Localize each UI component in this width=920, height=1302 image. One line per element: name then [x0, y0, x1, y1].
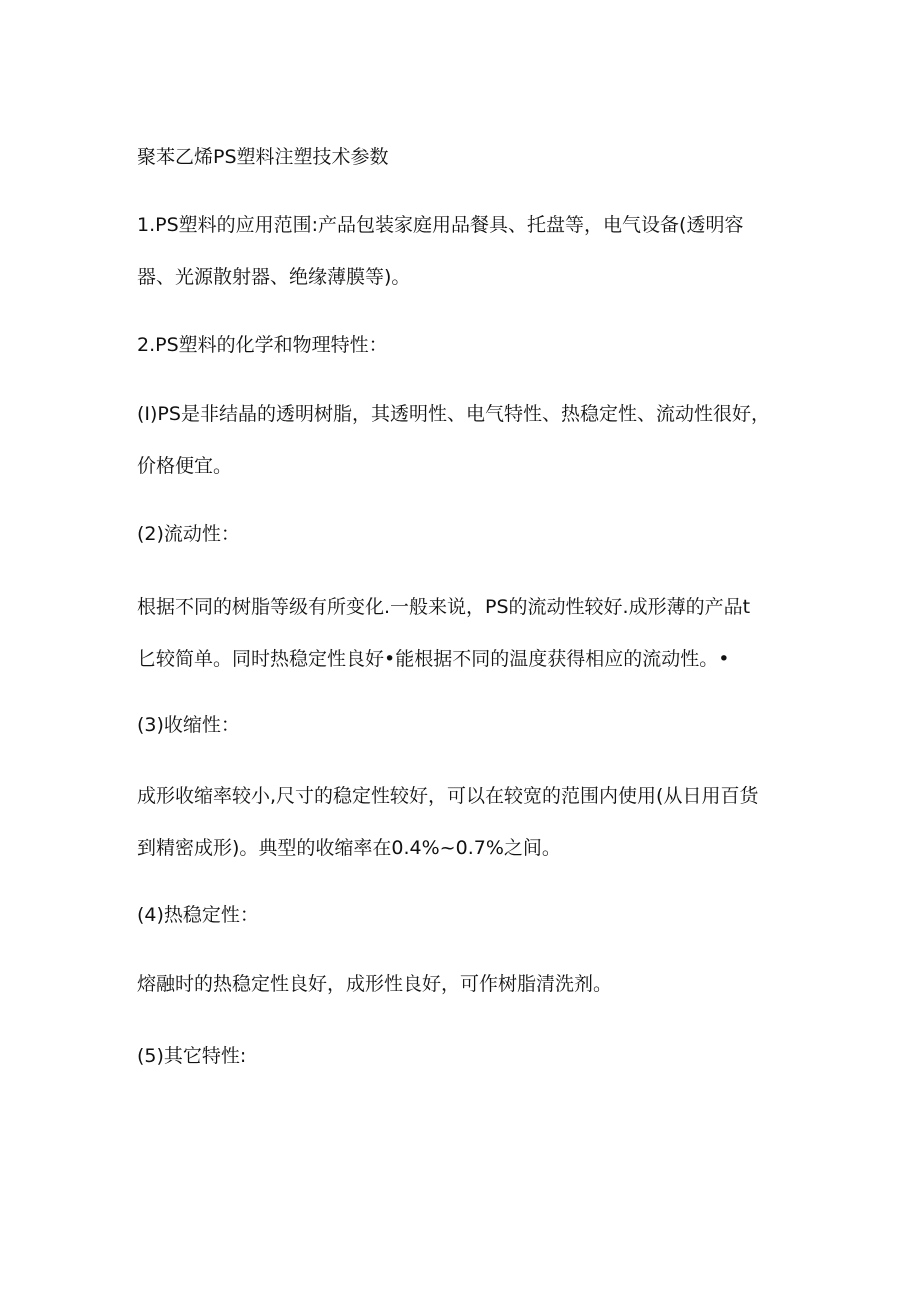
paragraph-4-line-1: 成形收缩率较小,尺寸的稳定性较好，可以在较宽的范围内使用(从日用百货: [137, 785, 759, 807]
subheading-shrinkage: (3)收缩性：: [137, 714, 240, 736]
paragraph-2-line-2: 价格便宜。: [137, 455, 233, 477]
section-heading-2: 2.PS塑料的化学和物理特性：: [137, 334, 388, 356]
subheading-flowability: (2)流动性：: [137, 523, 240, 545]
paragraph-3-line-2: 匕较简单。同时热稳定性良好•能根据不同的温度获得相应的流动性。•: [137, 648, 730, 670]
paragraph-3-line-1: 根据不同的树脂等级有所变化.一般来说，PS的流动性较好.成形薄的产品t: [137, 596, 751, 618]
document-title: 聚苯乙烯PS塑料注塑技术参数: [137, 146, 389, 168]
subheading-thermal-stability: (4)热稳定性：: [137, 904, 259, 926]
paragraph-2-line-1: (I)PS是非结晶的透明树脂，其透明性、电气特性、热稳定性、流动性很好，: [137, 403, 770, 425]
paragraph-1-line-1: 1.PS塑料的应用范围:产品包装家庭用品餐具、托盘等，电气设备(透明容: [137, 214, 744, 236]
paragraph-5-line-1: 熔融时的热稳定性良好，成形性良好，可作树脂清洗剂。: [137, 973, 613, 995]
paragraph-4-line-2: 到精密成形)。典型的收缩率在0.4%~0.7%之间。: [137, 837, 561, 859]
subheading-other-properties: (5)其它特性:: [137, 1045, 247, 1067]
paragraph-1-line-2: 器、光源散射器、绝缘薄膜等)。: [137, 266, 411, 288]
